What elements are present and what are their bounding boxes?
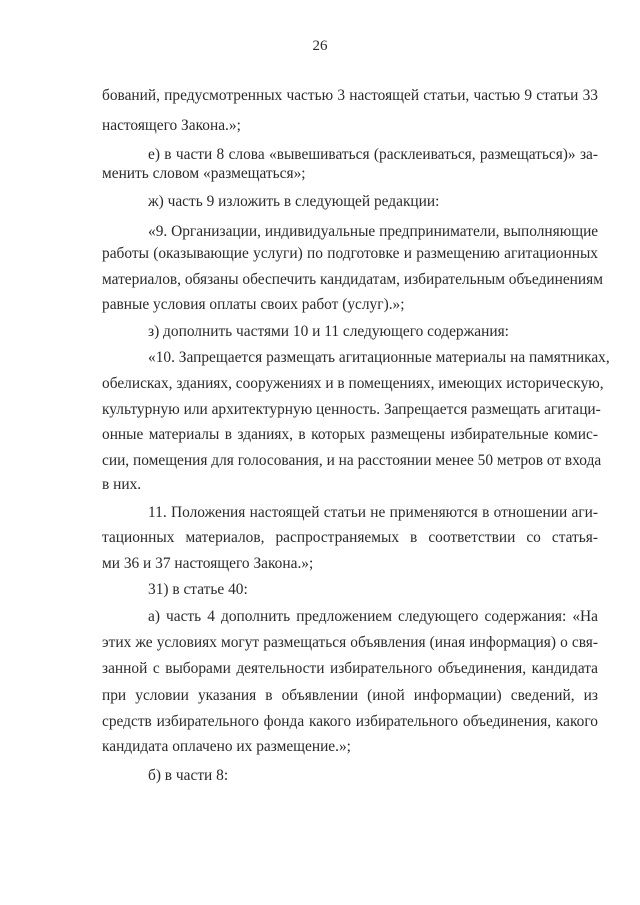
text-line: материалов, обязаны обеспечить кандидатам, избирательным объединениям [102, 271, 603, 288]
text-line: этих же условиях могут размещаться объявления (иная информация) о свя- [102, 634, 598, 651]
text-line: в них. [102, 476, 142, 493]
text-line: кандидата оплачено их размещение.»; [102, 738, 351, 755]
text-line: онные материалы в зданиях, в которых размещены избирательные комис- [102, 426, 598, 443]
text-line: з) дополнить частями 10 и 11 следующего содержания: [148, 323, 509, 340]
text-line: настоящего Закона.»; [102, 117, 241, 134]
text-line: менить словом «размещаться»; [102, 165, 306, 182]
text-line: при условии указания в объявлении (иной информации) сведений, из [102, 687, 598, 704]
text-line: е) в части 8 слова «вывешиваться (расклеиваться, размещаться)» за- [148, 146, 598, 163]
text-line: 11. Положения настоящей статьи не применяются в отношении аги- [148, 504, 598, 521]
text-line: бований, предусмотренных частью 3 настоящей статьи, частью 9 статьи 33 [102, 87, 598, 104]
page-number: 26 [312, 38, 328, 54]
text-line: сии, помещения для голосования, и на расстоянии менее 50 метров от входа [102, 452, 602, 469]
text-line: «10. Запрещается размещать агитационные материалы на памятниках, [148, 349, 610, 366]
text-line: ж) часть 9 изложить в следующей редакции: [148, 193, 440, 210]
text-line: ми 36 и 37 настоящего Закона.»; [102, 555, 314, 572]
text-line: работы (оказывающие услуги) по подготовке и размещению агитационных [102, 245, 598, 262]
text-line: занной с выборами деятельности избирательного объединения, кандидата [102, 660, 598, 677]
text-line: б) в части 8: [148, 767, 229, 784]
text-line: тационных материалов, распространяемых в соответствии со статья- [102, 529, 598, 546]
text-line: 31) в статье 40: [148, 581, 248, 598]
text-line: равные условия оплаты своих работ (услуг).»; [102, 296, 405, 313]
text-line: обелисках, зданиях, сооружениях и в помещениях, имеющих историческую, [102, 375, 604, 392]
text-line: культурную или архитектурную ценность. Запрещается размещать агитаци- [102, 401, 601, 418]
text-line: а) часть 4 дополнить предложением следующего содержания: «На [148, 608, 598, 625]
text-line: «9. Организации, индивидуальные предприниматели, выполняющие [148, 223, 599, 240]
text-line: средств избирательного фонда какого избирательного объединения, какого [102, 713, 598, 730]
